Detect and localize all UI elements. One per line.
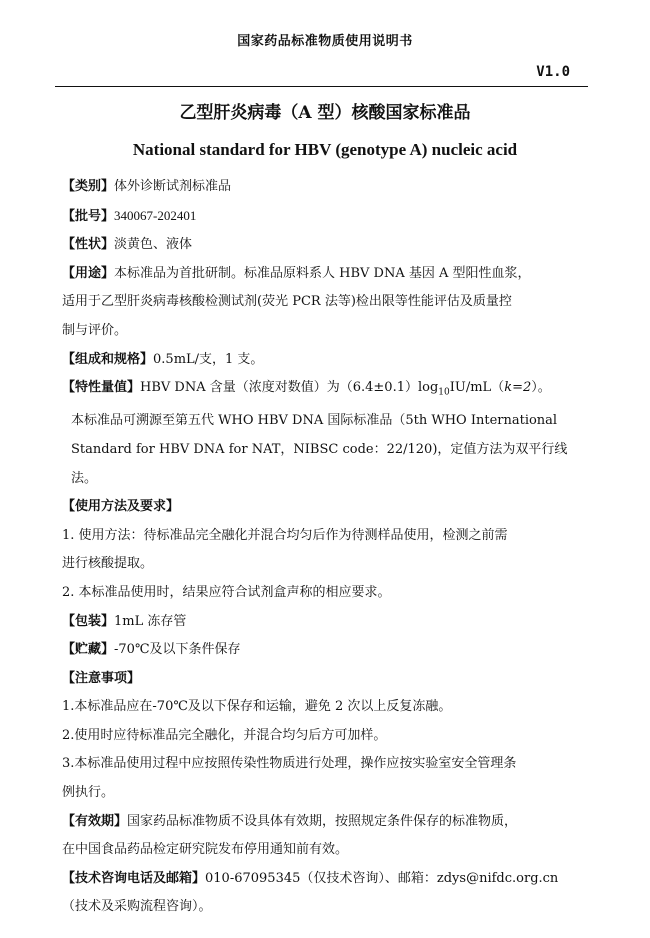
usage-section — [62, 260, 587, 289]
category-value: 体外诊断试剂标准品 — [114, 179, 232, 194]
composition-label: 【组成和规格】 — [62, 351, 154, 367]
batch-section — [62, 202, 587, 232]
validity-label: 【有效期】 — [62, 813, 128, 829]
category-section — [62, 173, 587, 202]
contact-label: 【技术咨询电话及邮箱】 — [62, 870, 206, 886]
batch-label: 【批号】 — [62, 208, 115, 224]
usage-label: 【用途】 — [62, 265, 115, 281]
appearance-value: 淡黄色、液体 — [114, 237, 193, 253]
usage-line: 适用于乙型肝炎病毒核酸检测试剂(荧光 PCR 法等)检出限等性能评估及质量控 — [62, 294, 512, 310]
log-subscript: 10 — [438, 387, 450, 398]
method-item: 进行核酸提取。 — [62, 556, 154, 572]
header-divider — [55, 86, 588, 87]
contact-line: 010-67095345（仅技术咨询）、邮箱：zdys@nifdc.org.cn — [205, 870, 559, 886]
validity-line: 国家药品标准物质不设具体有效期，按照规定条件保存的标准物质， — [127, 813, 518, 829]
composition-value: 0.5mL/支，1 支。 — [153, 351, 264, 367]
category-label: 【类别】 — [62, 179, 115, 194]
document-header: 国家药品标准物质使用说明书 — [237, 34, 413, 49]
method-item: 1. 使用方法：待标准品完全融化并混合均匀后作为待测样品使用，检测之前需 — [62, 527, 508, 543]
validity-section — [62, 808, 587, 837]
notes-item: 例执行。 — [62, 785, 115, 801]
appearance-label: 【性状】 — [62, 237, 115, 253]
storage-section — [62, 636, 587, 665]
document-body — [62, 173, 587, 922]
packaging-label: 【包装】 — [62, 613, 115, 629]
usage-line: 本标准品为首批研制。标准品原料系人 HBV DNA 基因 A 型阳性血浆， — [114, 265, 531, 281]
characteristic-label: 【特性量值】 — [62, 380, 141, 396]
storage-value: -70℃及以下条件保存 — [114, 642, 241, 658]
method-label: 【使用方法及要求】 — [62, 499, 180, 515]
validity-line: 在中国食品药品检定研究院发布停用通知前有效。 — [62, 842, 349, 858]
packaging-section — [62, 608, 587, 637]
packaging-value: 1mL 冻存管 — [114, 613, 187, 629]
characteristic-line: 法。 — [71, 470, 98, 486]
notes-item: 2.使用时应待标准品完全融化，并混合均匀后方可加样。 — [62, 727, 387, 743]
notes-label: 【注意事项】 — [62, 670, 141, 686]
batch-value: 340067-202401 — [114, 207, 197, 223]
characteristic-unit: IU/mL（ — [449, 380, 505, 396]
contact-line: （技术及采购流程咨询）。 — [62, 899, 212, 915]
characteristic-close: ）。 — [531, 380, 551, 396]
characteristic-line: Standard for HBV DNA for NAT，NIBSC code：22/120)，定值方法为双平行线 — [71, 441, 568, 457]
coverage-factor: k=2 — [504, 380, 532, 396]
appearance-section — [62, 231, 587, 260]
storage-label: 【贮藏】 — [62, 642, 115, 658]
version-label: V1.0 — [536, 64, 570, 80]
contact-section — [62, 865, 587, 894]
characteristic-line: 本标准品可溯源至第五代 WHO HBV DNA 国际标准品（5th WHO International — [71, 413, 558, 429]
method-item: 2. 本标准品使用时，结果应符合试剂盒声称的相应要求。 — [62, 584, 391, 600]
title-chinese: 乙型肝炎病毒（A 型）核酸国家标准品 — [179, 103, 471, 123]
notes-item: 3.本标准品使用过程中应按照传染性物质进行处理，操作应按实验室安全管理条 — [62, 756, 517, 772]
characteristic-value: HBV DNA 含量（浓度对数值）为（6.4±0.1）log — [140, 380, 439, 396]
notes-item: 1.本标准品应在-70℃及以下保存和运输，避免 2 次以上反复冻融。 — [62, 699, 452, 715]
usage-line: 制与评价。 — [62, 322, 128, 338]
composition-section — [62, 346, 587, 375]
characteristic-section — [62, 374, 587, 407]
title-english: National standard for HBV (genotype A) nucleic acid — [132, 140, 518, 159]
